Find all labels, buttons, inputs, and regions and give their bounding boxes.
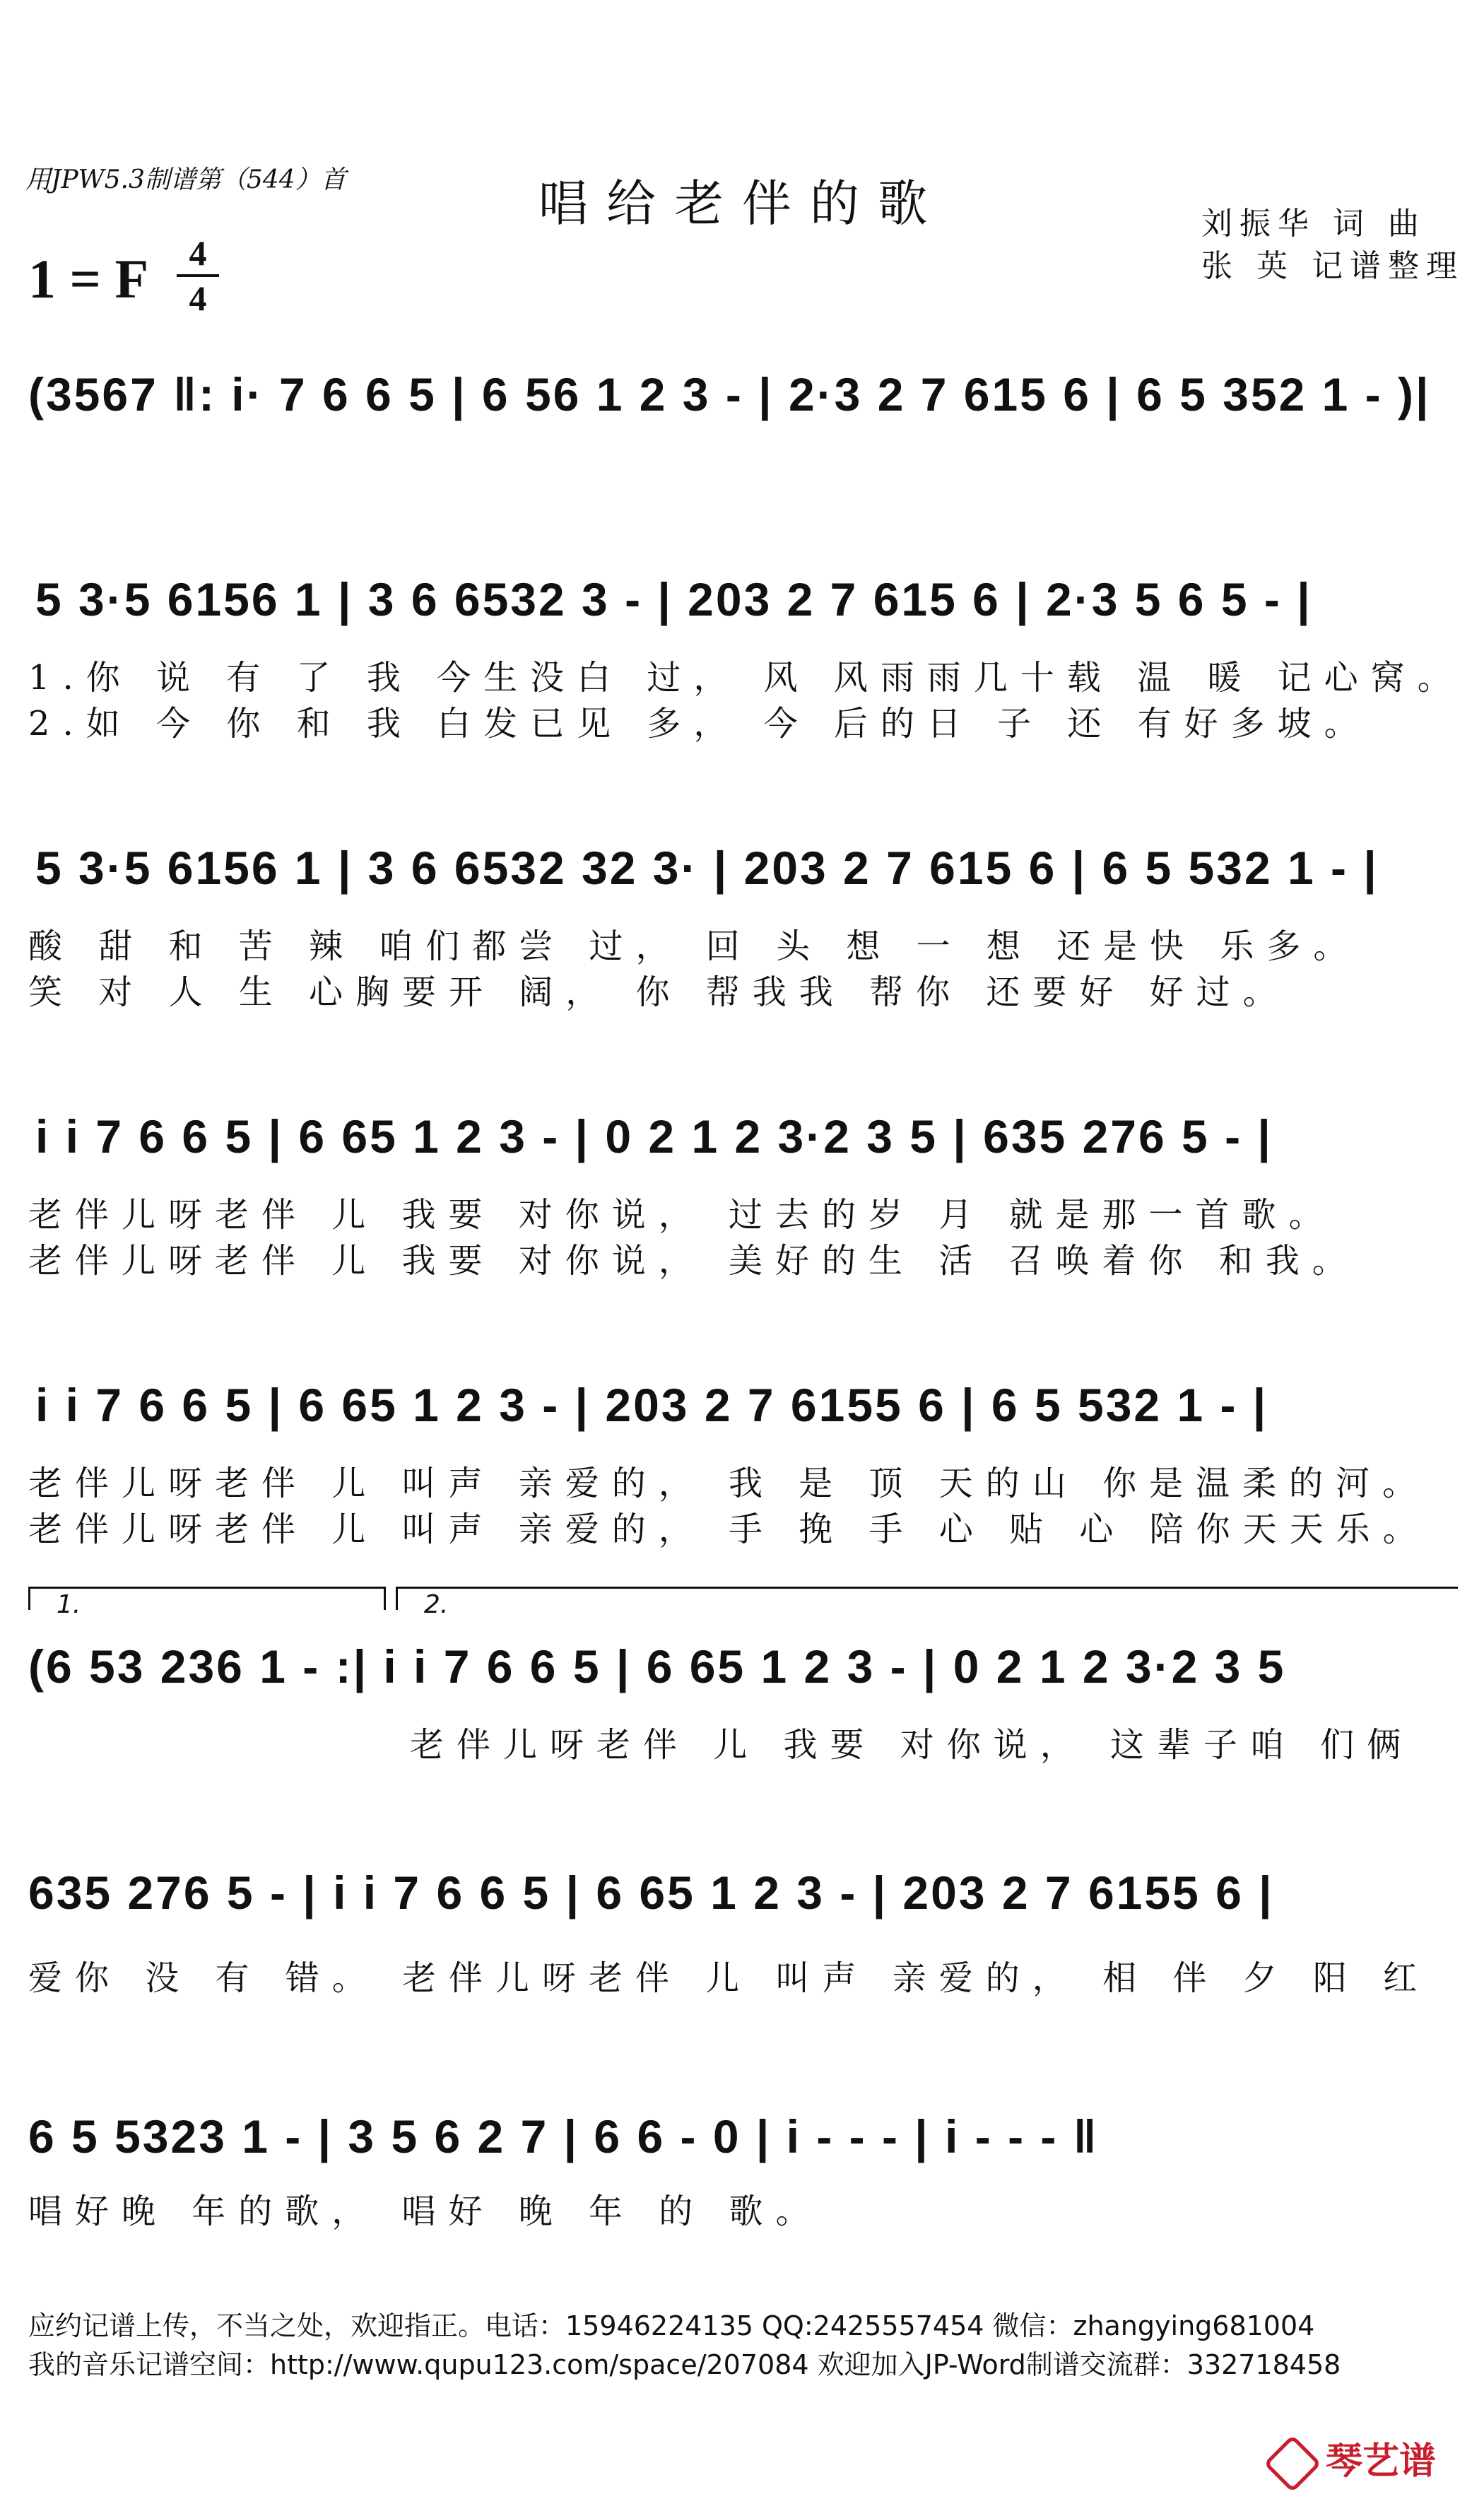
system-3-notes: 5 3·5 6156 1 | 3 6 6532 32 3· | 203 2 7 615 6 | 6 5 532 1 - | — [35, 842, 1379, 894]
song-title: 唱给老伴的歌 — [538, 175, 946, 233]
key-signature: 1 = F — [28, 248, 149, 310]
made-with-note: 用JPW5.3制谱第（544）首 — [25, 165, 346, 194]
first-ending-label: 1. — [57, 1590, 81, 1619]
system-5-lyric-2: 老伴儿呀老伴 儿 叫声 亲爱的， 手 挽 手 心 贴 心 陪你天天乐。 — [28, 1510, 1430, 1549]
system-2-notes: 5 3·5 6156 1 | 3 6 6532 3 - | 203 2 7 615 6 | 2·3 5 6 5 - | — [35, 573, 1312, 625]
meter-top: 4 — [189, 233, 207, 273]
system-5-lyric-1: 老伴儿呀老伴 儿 叫声 亲爱的， 我 是 顶 天的山 你是温柔的河。 — [28, 1464, 1430, 1503]
system-7-lyric-1: 爱你 没 有 错。 老伴儿呀老伴 儿 叫声 亲爱的， 相 伴 夕 阳 红 — [28, 1958, 1430, 1998]
system-8-lyric-1: 唱好晚 年的歌， 唱好 晚 年 的 歌。 — [28, 2192, 823, 2231]
system-2-lyric-2: 2.如 今 你 和 我 白发已见 多， 今 后的日 子 还 有好多坡。 — [28, 704, 1371, 743]
second-ending-bracket — [396, 1587, 1458, 1610]
first-ending-bracket — [28, 1587, 386, 1610]
meter-bottom: 4 — [189, 278, 207, 318]
system-6-lyric-1: 老伴儿呀老伴 儿 我要 对你说， 这辈子咱 们俩 — [410, 1725, 1414, 1765]
system-8-notes: 6 5 5323 1 - | 3 5 6 2 7 | 6 6 - 0 | i - - - | i - - - ‖ — [28, 2110, 1099, 2163]
system-3-lyric-2: 笑 对 人 生 心胸要开 阔， 你 帮我我 帮你 还要好 好过。 — [28, 972, 1290, 1012]
second-ending-label: 2. — [424, 1590, 449, 1619]
system-3-lyric-1: 酸 甜 和 苦 辣 咱们都尝 过， 回 头 想 一 想 还是快 乐多。 — [28, 927, 1360, 966]
system-5-notes: i i 7 6 6 5 | 6 65 1 2 3 - | 203 2 7 6155 6 | 6 5 532 1 - | — [35, 1379, 1268, 1431]
time-signature — [177, 233, 219, 318]
transcriber: 张 英 记谱整理 — [1201, 248, 1464, 284]
qinyipu-logo-icon — [1264, 2435, 1321, 2493]
system-2-lyric-1: 1.你 说 有 了 我 今生没白 过， 风 风雨雨几十载 温 暖 记心窝。 — [28, 658, 1464, 698]
system-4-notes: i i 7 6 6 5 | 6 65 1 2 3 - | 0 2 1 2 3·2 3 5 | 635 276 5 - | — [35, 1110, 1273, 1163]
footer-contact: 应约记谱上传，不当之处，欢迎指正。电话：15946224135 QQ:2425557454 微信：zhangying681004 — [28, 2310, 1315, 2341]
system-1-notes: (3567 ‖: i· 7 6 6 5 | 6 56 1 2 3 - | 2·3 2 7 615 6 | 6 5 352 1 - )| — [28, 368, 1431, 421]
site-logo — [1272, 2431, 1436, 2484]
logo-text: 琴艺谱 — [1326, 2440, 1437, 2483]
system-4-lyric-2: 老伴儿呀老伴 儿 我要 对你说， 美好的生 活 召唤着你 和我。 — [28, 1241, 1359, 1281]
system-6-notes: (6 53 236 1 - :| i i 7 6 6 5 | 6 65 1 2 3 - | 0 2 1 2 3·2 3 5 — [28, 1640, 1286, 1693]
system-7-notes: 635 276 5 - | i i 7 6 6 5 | 6 65 1 2 3 - | 203 2 7 6155 6 | — [28, 1866, 1274, 1919]
lyricist-composer: 刘振华 词 曲 — [1201, 206, 1426, 242]
system-4-lyric-1: 老伴儿呀老伴 儿 我要 对你说， 过去的岁 月 就是那一首歌。 — [28, 1195, 1336, 1235]
footer-space-link: 我的音乐记谱空间：http://www.qupu123.com/space/207084 欢迎加入JP-Word制谱交流群：332718458 — [28, 2349, 1341, 2380]
